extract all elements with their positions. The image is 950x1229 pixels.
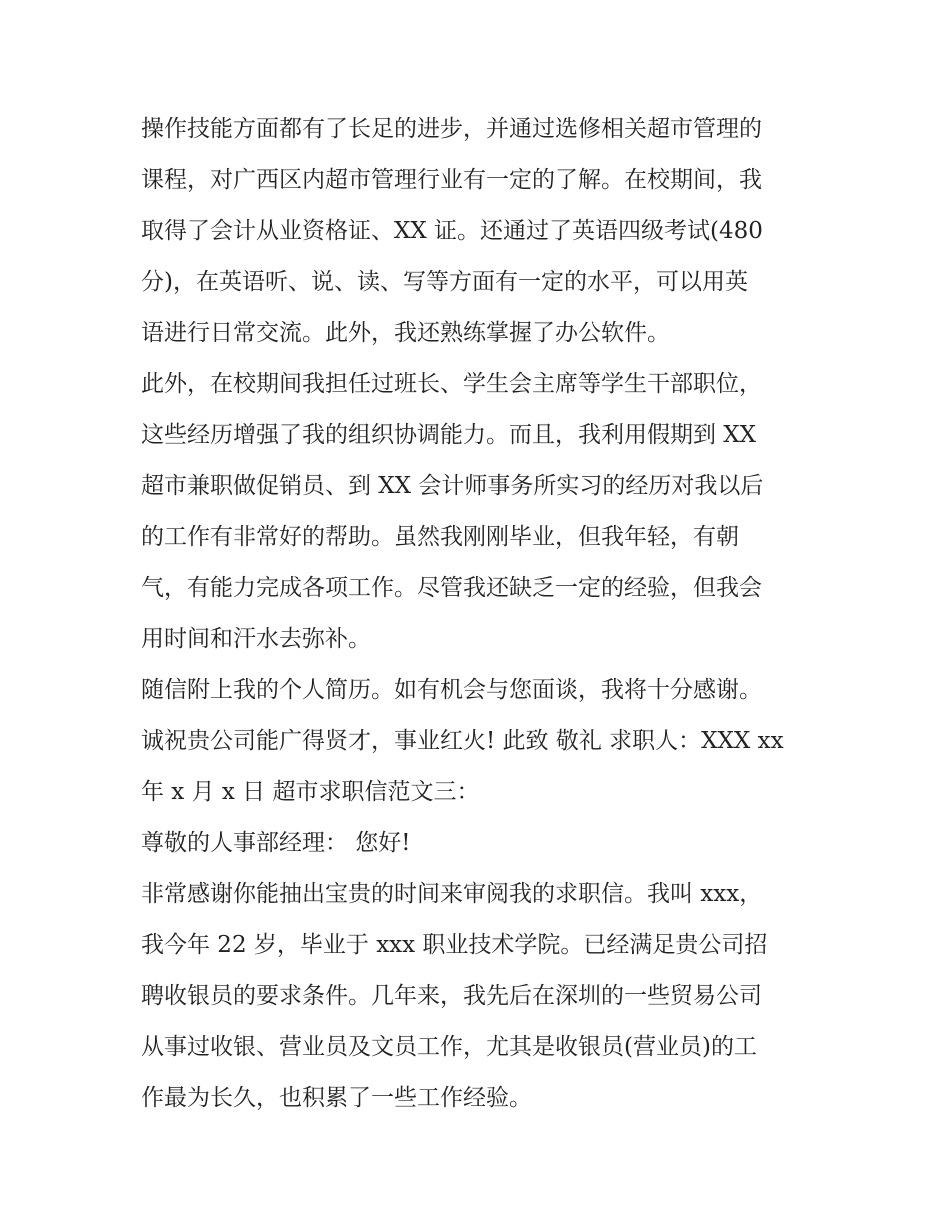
text-line: 尊敬的人事部经理： 您好! [141, 830, 411, 856]
text-line: 从事过收银、营业员及文员工作，尤其是收银员(营业员)的工 [141, 1034, 757, 1060]
text-line: 非常感谢你能抽出宝贵的时间来审阅我的求职信。我叫 xxx， [141, 881, 763, 907]
text-line: 语进行日常交流。此外，我还熟练掌握了办公软件。 [141, 320, 670, 346]
text-line: 气，有能力完成各项工作。尽管我还缺乏一定的经验，但我会 [141, 575, 762, 601]
text-line: 诚祝贵公司能广得贤才，事业红火! 此致 敬礼 求职人：XXX xx [141, 728, 784, 754]
text-line: 年 x 月 x 日 超市求职信范文三： [141, 779, 480, 805]
text-line: 超市兼职做促销员、到 XX 会计师事务所实习的经历对我以后 [141, 473, 764, 499]
text-line: 操作技能方面都有了长足的进步，并通过选修相关超市管理的 [141, 116, 762, 142]
text-line: 的工作有非常好的帮助。虽然我刚刚毕业，但我年轻，有朝 [141, 524, 739, 550]
text-line: 这些经历增强了我的组织协调能力。而且，我利用假期到 XX [141, 422, 757, 448]
text-line: 此外，在校期间我担任过班长、学生会主席等学生干部职位， [141, 371, 762, 397]
text-line: 分)，在英语听、说、读、写等方面有一定的水平，可以用英 [141, 269, 748, 295]
text-line: 用时间和汗水去弥补。 [141, 626, 371, 652]
text-line: 作最为长久，也积累了一些工作经验。 [141, 1085, 532, 1111]
text-line: 我今年 22 岁，毕业于 xxx 职业技术学院。已经满足贵公司招 [141, 932, 768, 958]
text-line: 课程，对广西区内超市管理行业有一定的了解。在校期间，我 [141, 167, 762, 193]
text-line: 取得了会计从业资格证、XX 证。还通过了英语四级考试(480 [141, 218, 763, 244]
text-line: 聘收银员的要求条件。几年来，我先后在深圳的一些贸易公司 [141, 983, 762, 1009]
text-line: 随信附上我的个人简历。如有机会与您面谈，我将十分感谢。 [141, 677, 762, 703]
